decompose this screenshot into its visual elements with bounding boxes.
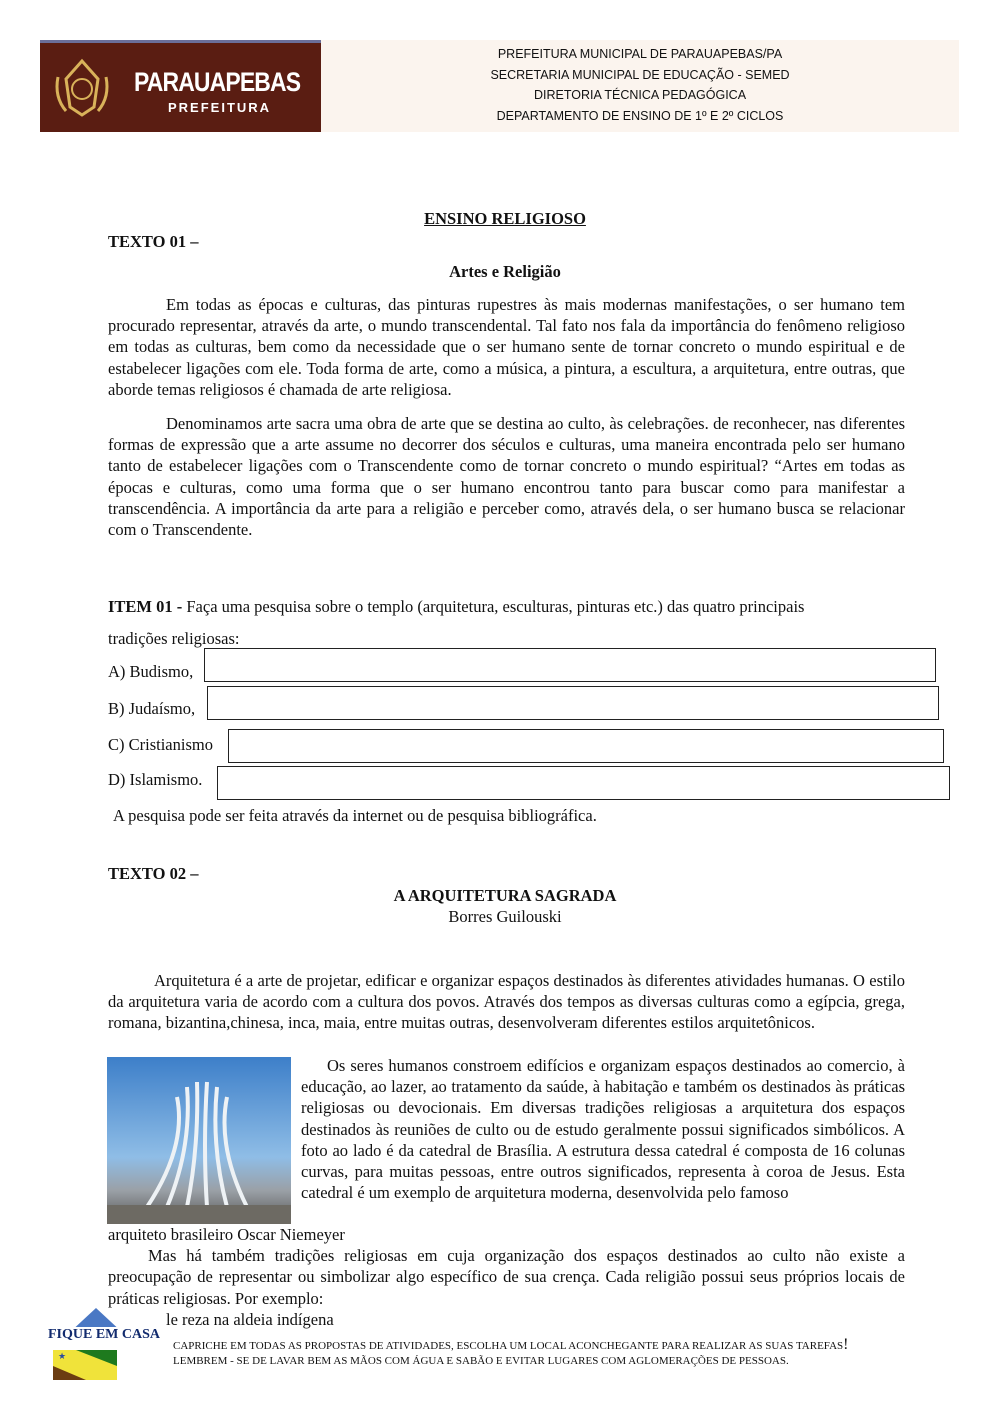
footer-exclamation: ! <box>843 1336 849 1353</box>
header-line: PREFEITURA MUNICIPAL DE PARAUAPEBAS/PA <box>497 47 783 61</box>
subject-title: ENSINO RELIGIOSO <box>424 209 586 228</box>
item1-prompt <box>108 597 908 617</box>
texto2-body <box>108 970 905 1034</box>
field-label-judaismo: B) Judaísmo, <box>108 699 196 718</box>
answer-input-judaismo[interactable] <box>207 686 939 720</box>
cathedral-photo <box>107 1057 291 1224</box>
field-label-islamismo: D) Islamismo. <box>108 770 203 789</box>
field-label-cristianismo: C) Cristianismo <box>108 735 213 754</box>
header-institution <box>321 40 959 132</box>
texto2-label: TEXTO 02 – <box>108 864 199 883</box>
texto2-body-cont <box>108 1224 905 1330</box>
header-line: SECRETARIA MUNICIPAL DE EDUCAÇÃO - SEMED <box>490 67 790 82</box>
logo-name: PARAUAPEBAS <box>134 67 301 97</box>
answer-input-cristianismo[interactable] <box>228 729 944 763</box>
paragraph: Mas há também tradições religiosas em cuja organização dos espaços destinados ao culto não existe a preocupação de representar ou simbolizar algo específico de sua crença. Cada religião possui seus próprios locais de práticas religiosas. Por exemplo: <box>108 1246 905 1308</box>
texto2-title: A ARQUITETURA SAGRADA <box>393 886 617 905</box>
item1-text: Faça uma pesquisa sobre o templo (arquitetura, esculturas, pinturas etc.) das quatro principais <box>186 597 805 616</box>
paragraph: Os seres humanos constroem edifícios e organizam espaços destinados ao comercio, à educação, ao lazer, ao tratamento da saúde, à habitação e também os destinados às práticas religiosas ou devocionais. Em diversas tradições religiosas a arquitetura dos espaços destinados às reuniões de culto ou de estudo geralmente possui significados simbólicos. A foto ao lado é da catedral de Brasília. A estrutura dessa catedral é composta de 16 colunas curvas, para muitas pessoas, entre outros significados, representa à coroa de Jesus. Esta catedral é um exemplo de arquitetura moderna, desenvolvida pelo famoso <box>301 1056 905 1203</box>
field-label-budismo: A) Budismo, <box>108 662 194 681</box>
texto2-author: Borres Guilouski <box>448 907 562 926</box>
fique-em-casa-badge: FIQUE EM CASA <box>48 1327 161 1342</box>
answer-input-budismo[interactable] <box>204 648 936 682</box>
texto1-label: TEXTO 01 – <box>108 232 199 251</box>
coat-of-arms-icon <box>52 57 112 119</box>
cathedral-brasilia-image <box>107 1057 291 1224</box>
footer-line-2: LEMBREM - SE DE LAVAR BEM AS MÃOS COM ÁGUA E SABÃO E EVITAR LUGARES COM AGLOMERAÇÕES DE PESSOAS. <box>173 1355 789 1367</box>
paragraph-end: arquiteto brasileiro Oscar Niemeyer <box>108 1225 345 1244</box>
paragraph: Denominamos arte sacra uma obra de arte que se destina ao culto, às celebrações. de reconhecer, nas diferentes formas de expressão que a arte assume no decorrer dos séculos e culturas, uma maneira encontrada pelo ser humano tanto de estabelecer ligações com o Transcendente como de tornar concreto o mundo espiritual? “Artes em todas as épocas e culturas, como uma forma que o ser humano encontrou tanto para buscar como para manifestar a transcendência. A importância da arte para a religião e perceber como, através dela, o ser humano busca se relacionar com o Transcendente. <box>108 414 905 540</box>
footer-line-1 <box>173 1336 849 1354</box>
prefeitura-logo <box>40 40 321 132</box>
header-line: DEPARTAMENTO DE ENSINO DE 1º E 2º CICLOS <box>496 108 784 123</box>
header-line: DIRETORIA TÉCNICA PEDAGÓGICA <box>533 88 747 102</box>
footer-text: CAPRICHE EM TODAS AS PROPOSTAS DE ATIVIDADES, ESCOLHA UM LOCAL ACONCHEGANTE PARA REALIZAR AS SUAS TAREFAS <box>173 1340 844 1352</box>
paragraph: Em todas as épocas e culturas, das pinturas rupestres às mais modernas manifestações, o ser humano tem procurado representar, através da arte, o mundo transcendental. Tal fato nos fala da importância do fenômeno religioso em todas as culturas, bem como da necessidade que o ser humano sente de tornar concreto o mundo espiritual e de estabelecer ligações com ele. Toda forma de arte, como a música, a pintura, a escultura, a arquitetura, entre outras, que aborde temas religiosos é chamada de arte religiosa. <box>108 295 905 399</box>
paragraph: Arquitetura é a arte de projetar, edificar e organizar espaços destinados às diferentes atividades humanas. O estilo da arquitetura varia de acordo com a cultura dos povos. Através dos tempos as diversas culturas como a egípcia, grega, romana, bizantina,chinesa, inca, maia, entre muitas outras, desenvolveram diferentes estilos arquitetônicos. <box>108 971 905 1033</box>
research-note: A pesquisa pode ser feita através da internet ou de pesquisa bibliográfica. <box>113 806 597 825</box>
item1-text2: tradições religiosas: <box>108 629 240 648</box>
answer-input-islamismo[interactable] <box>217 766 950 800</box>
svg-text:★: ★ <box>58 1351 67 1361</box>
texto1-title: Artes e Religião <box>449 262 561 281</box>
texto1-body <box>108 294 905 540</box>
paragraph: le reza na aldeia indígena <box>166 1309 334 1329</box>
texto2-wrap-text <box>301 1055 905 1203</box>
house-flag-icon <box>46 1308 171 1383</box>
logo-subtitle: PREFEITURA <box>168 100 272 115</box>
item1-label: ITEM 01 - <box>108 597 183 616</box>
fique-em-casa-logo <box>46 1308 171 1383</box>
